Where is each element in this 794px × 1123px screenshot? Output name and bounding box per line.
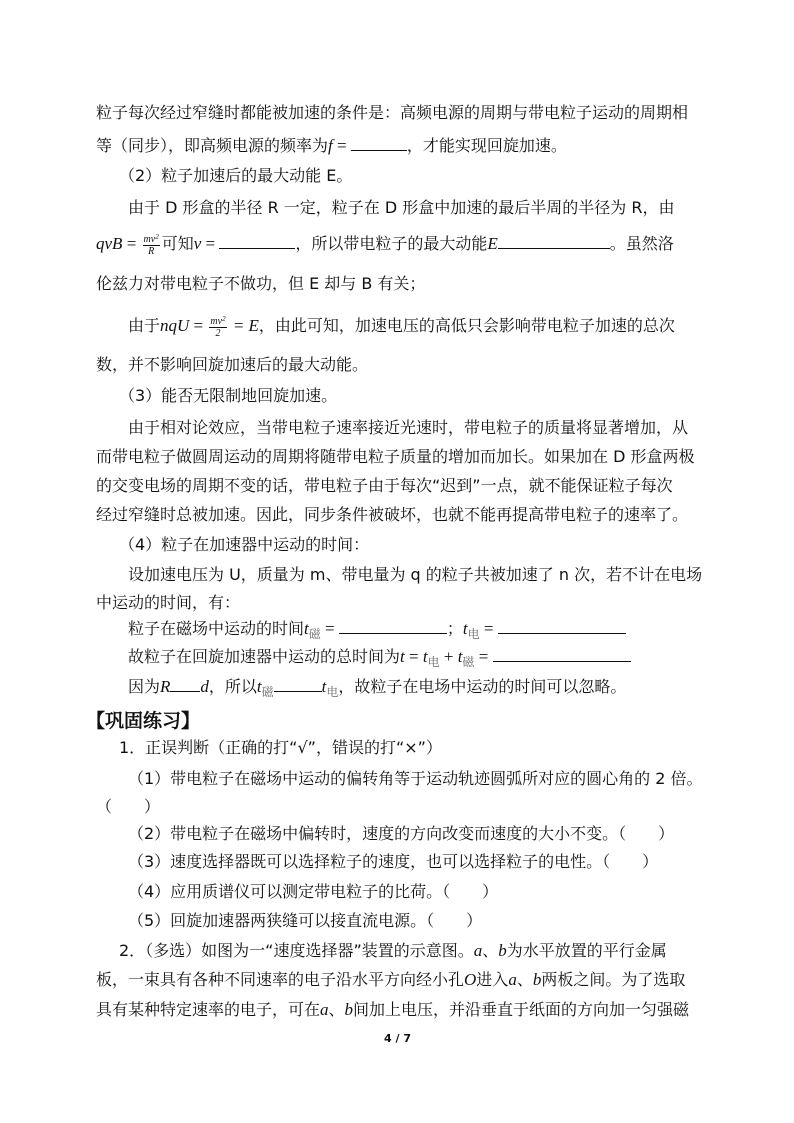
answer-blank[interactable] (339, 619, 447, 634)
section-title: 【巩固练习】 (86, 710, 201, 732)
paragraph-line (96, 232, 674, 257)
text: 2．（多选）如图为一“速度选择器”装置的示意图。 (119, 941, 474, 960)
text: 设加速电压为 U，质量为 m、带电量为 q 的粒子共被加速了 n 次，若不计在电场 (128, 565, 703, 584)
paragraph-line (96, 476, 673, 496)
text: ，所以带电粒子的最大动能 (295, 234, 488, 253)
text: 、 (516, 970, 533, 989)
formula-eq: = (189, 316, 208, 335)
question-2-line (119, 941, 667, 961)
question-1-item-1-bracket (96, 797, 160, 817)
paragraph-line (96, 274, 425, 294)
fraction-mv2-over-2 (209, 314, 226, 339)
paragraph-line (128, 314, 675, 339)
answer-blank[interactable] (498, 619, 626, 634)
text: 由于 (128, 316, 161, 335)
subscript-ci: 磁 (462, 655, 475, 669)
formula-nqu: nqU (160, 316, 190, 335)
answer-blank[interactable] (170, 677, 200, 692)
text: 由于相对论效应，当带电粒子速率接近光速时，带电粒子的质量将显著增加，从 (128, 418, 689, 437)
section-heading: （4）粒子在加速器中运动的时间： (119, 535, 370, 554)
question-2-line (96, 1000, 689, 1020)
text: 故粒子在回旋加速器中运动的总时间为 (128, 647, 401, 666)
text: 1．正误判断（正确的打“√”，错误的打“×”） (119, 738, 442, 757)
text: 进入 (476, 970, 509, 989)
question-1-item-5 (128, 911, 482, 931)
text: 两板之间。为了选取 (541, 970, 686, 989)
text: ，所以 (208, 677, 257, 696)
paragraph-line (128, 647, 631, 672)
formula-t: t (400, 647, 405, 666)
formula-t: t (462, 619, 468, 638)
text: 经过窄缝时总被加速。因此，同步条件被破坏，也就不能再提高带电粒子的速率了。 (96, 505, 689, 524)
fraction-mv2-over-r (143, 232, 160, 257)
answer-blank[interactable] (498, 234, 610, 249)
formula-t: t (256, 677, 262, 696)
question-1-title (119, 738, 442, 758)
formula-eq: = (320, 619, 339, 638)
paragraph-line (96, 355, 368, 375)
formula-a: a (473, 941, 483, 960)
text: 。虽然洛 (609, 234, 674, 253)
paragraph-line (128, 565, 702, 585)
paragraph-line (96, 136, 567, 156)
formula-eq: = (332, 136, 351, 155)
text: （4）应用质谱仪可以测定带电粒子的比荷。（ ） (128, 882, 499, 901)
answer-blank[interactable] (274, 677, 322, 692)
formula-eq: = (201, 234, 220, 253)
text: （1）带电粒子在磁场中运动的偏转角等于运动轨迹圆弧所对应的圆心角的 2 倍。 (128, 769, 703, 788)
text: ，由此可知，加速电压的高低只会影响带电粒子加速的总次 (258, 316, 675, 335)
subscript-ci: 磁 (261, 685, 274, 699)
formula-t: t (304, 619, 309, 638)
paragraph-line (96, 593, 240, 613)
paragraph-line (128, 677, 626, 702)
subscript-dian: 电 (467, 627, 480, 641)
question-1-item-3 (128, 852, 658, 872)
paragraph-line (96, 505, 688, 525)
frac-numerator: mv (210, 316, 223, 327)
text: 中运动的时间，有： (96, 593, 241, 612)
subscript-dian: 电 (427, 655, 440, 669)
formula-a: a (508, 970, 517, 989)
question-2-line (96, 970, 685, 990)
formula-t: t (321, 677, 327, 696)
formula-qvb: qvB (96, 234, 123, 253)
text: 数，并不影响回旋加速后的最大动能。 (96, 355, 369, 374)
formula-plus: + (439, 647, 458, 666)
frac-denominator: 2 (215, 328, 221, 339)
paragraph-line (96, 447, 695, 467)
answer-blank[interactable] (351, 136, 407, 151)
text: 间加上电压，并沿垂直于纸面的方向加一匀强磁 (353, 1000, 690, 1019)
text: 、 (482, 941, 499, 960)
paragraph-line (119, 166, 352, 186)
text: 伦兹力对带电粒子不做功，但 E 却与 B 有关； (96, 274, 426, 293)
text: ，才能实现回旋加速。 (406, 136, 567, 155)
subscript-ci: 磁 (308, 627, 321, 641)
text: 粒子每次经过窄缝时都能被加速的条件是：高频电源的周期与带电粒子运动的周期相 (96, 103, 689, 122)
text: （3）速度选择器既可以选择粒子的速度，也可以选择粒子的电性。（ ） (128, 852, 659, 871)
answer-blank[interactable] (219, 234, 295, 249)
frac-exponent: 2 (222, 315, 226, 323)
formula-t: t (422, 647, 428, 666)
formula-v: v (193, 234, 202, 253)
subscript-dian: 电 (326, 685, 339, 699)
formula-e: E (487, 234, 498, 253)
formula-eq: = (404, 647, 423, 666)
page-number: 4 / 7 (384, 1032, 411, 1045)
formula-b: b (498, 941, 507, 960)
formula-eq-e: = E (228, 316, 259, 335)
text: 因为 (128, 677, 161, 696)
text: 、 (328, 1000, 345, 1019)
section-heading: （3）能否无限制地回旋加速。 (119, 386, 338, 405)
formula-b: b (344, 1000, 354, 1019)
text: 粒子在磁场中运动的时间 (128, 619, 305, 638)
frac-exponent: 2 (155, 233, 159, 241)
question-1-item-1 (128, 769, 703, 789)
text: 可知 (161, 234, 194, 253)
paragraph-line (128, 619, 626, 644)
formula-f: f (328, 136, 333, 155)
formula-eq: = (474, 647, 493, 666)
text: 具有某种特定速率的电子，可在 (96, 1000, 321, 1019)
text: 而带电粒子做圆周运动的周期将随带电粒子质量的增加而加长。如果加在 D 形盒两极 (96, 447, 695, 466)
formula-d: d (200, 677, 209, 696)
paragraph-line (119, 535, 369, 555)
paragraph-line (119, 386, 337, 406)
text: 板，一束具有各种不同速率的电子沿水平方向经小孔 (96, 970, 465, 989)
text: ，故粒子在电场中运动的时间可以忽略。 (338, 677, 627, 696)
formula-b: b (532, 970, 542, 989)
paragraph-line (128, 418, 688, 438)
question-1-item-4 (128, 882, 498, 902)
text: 由于 D 形盒的半径 R 一定，粒子在 D 形盒中加速的最后半周的半径为 R，由 (128, 198, 675, 217)
text: 等（同步），即高频电源的频率为 (96, 136, 329, 155)
formula-o: O (464, 970, 477, 989)
answer-bracket[interactable]: （ ） (96, 797, 161, 816)
paragraph-line (96, 103, 688, 123)
formula-t: t (457, 647, 463, 666)
question-1-item-2 (128, 824, 674, 844)
text: （2）带电粒子在磁场中偏转时，速度的方向改变而速度的大小不变。（ ） (128, 824, 675, 843)
frac-numerator: mv (143, 234, 156, 245)
paragraph-line (128, 198, 674, 218)
text: 的交变电场的周期不变的话，带电粒子由于每次“迟到”一点，就不能保证粒子每次 (96, 476, 673, 495)
section-heading: （2）粒子加速后的最大动能 E。 (119, 166, 353, 185)
formula-eq: = (479, 619, 498, 638)
frac-denominator: R (148, 246, 155, 257)
text: （5）回旋加速器两狭缝可以接直流电源。（ ） (128, 911, 483, 930)
text: 为水平放置的平行金属 (506, 941, 667, 960)
formula-r: R (160, 677, 171, 696)
formula-a: a (320, 1000, 329, 1019)
formula-eq: = (122, 234, 141, 253)
answer-blank[interactable] (493, 647, 631, 662)
text: ； (446, 619, 463, 638)
